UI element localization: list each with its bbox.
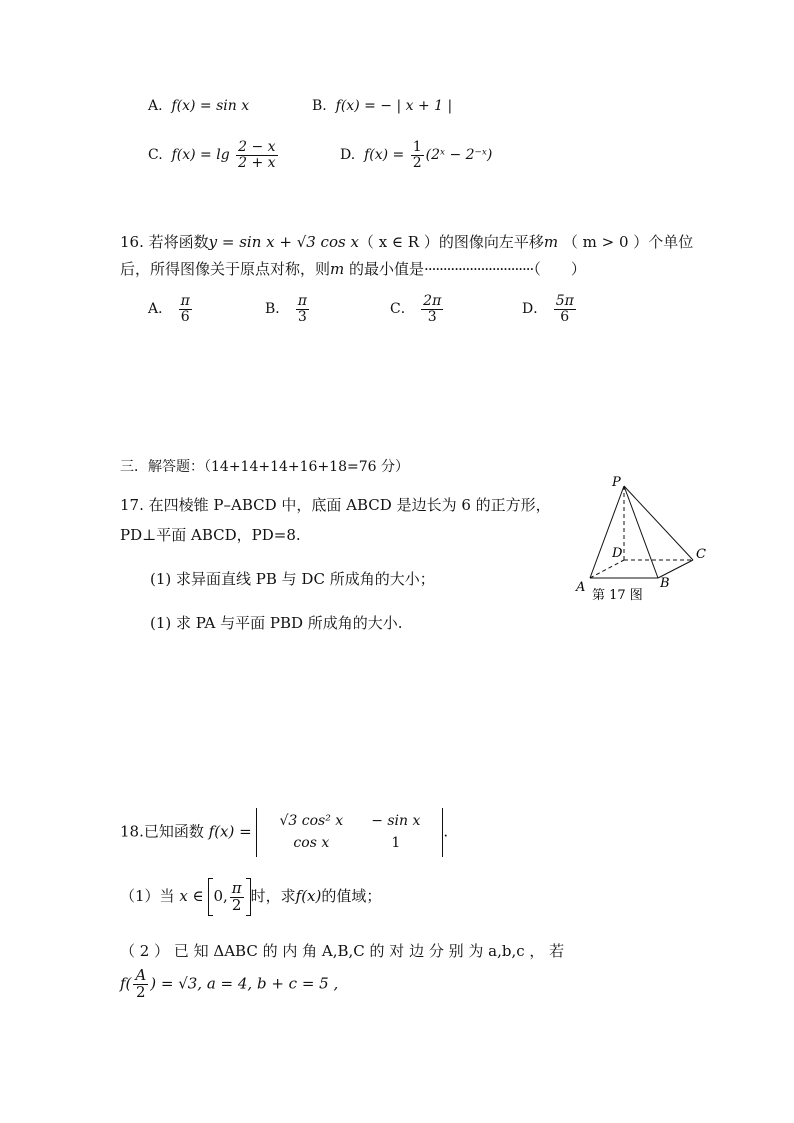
- label-p: P: [612, 475, 621, 490]
- fraction: [411, 140, 424, 170]
- numerator: 2 − x: [238, 139, 276, 155]
- fraction: [179, 294, 192, 324]
- denominator: 6: [560, 308, 570, 325]
- label-c: C: [696, 547, 706, 562]
- variable-m: m: [543, 233, 559, 251]
- q17-line1: 17. 在四棱锥 P–ABCD 中，底面 ABCD 是边长为 6 的正方形，: [120, 496, 551, 514]
- q16-option-a: [148, 294, 194, 324]
- option-label: C．: [390, 301, 415, 318]
- numerator: π: [231, 878, 242, 897]
- question-text: 时，求: [250, 887, 296, 905]
- q18-sub2-line2: [120, 968, 338, 1001]
- option-label: D．: [522, 301, 548, 318]
- numerator: 2π: [423, 293, 442, 309]
- question-text: （1）当: [120, 887, 175, 905]
- option-label: A.: [148, 98, 163, 114]
- denominator: 2: [136, 982, 146, 1001]
- fraction: [554, 294, 576, 324]
- question-text: 的值域；: [321, 887, 382, 905]
- q15-option-a: [148, 98, 249, 114]
- numerator: π: [180, 293, 190, 309]
- matrix-cell: 1: [391, 835, 401, 852]
- fraction: [230, 878, 244, 914]
- numerator: π: [297, 293, 307, 309]
- option-label: B．: [265, 301, 290, 318]
- edge-pc: [624, 486, 693, 560]
- option-label: C.: [148, 147, 163, 164]
- matrix-cell: − sin x: [371, 813, 421, 829]
- question-text: 的最小值是: [349, 260, 425, 278]
- pyramid-figure: [570, 470, 720, 610]
- q16-option-b: [265, 294, 311, 324]
- option-formula: f(x) = sin x: [171, 98, 250, 114]
- denominator: 3: [297, 308, 307, 325]
- function-name: f(x): [295, 887, 322, 905]
- variable-x: x ∈: [179, 887, 204, 905]
- function-name: f(: [120, 974, 132, 993]
- denominator: 6: [180, 308, 190, 325]
- determinant: [256, 808, 443, 857]
- edge-pa: [590, 486, 624, 578]
- denominator: 2: [412, 154, 422, 171]
- option-formula: f(x) = − | x + 1 |: [335, 98, 453, 114]
- q15-option-c: [148, 140, 280, 170]
- numerator: 1: [412, 139, 422, 155]
- edge-ad: [590, 560, 624, 578]
- label-d: D: [612, 546, 623, 561]
- numerator: A: [135, 966, 147, 984]
- function-name: f(x) =: [208, 822, 252, 841]
- fraction: [296, 294, 309, 324]
- denominator: 2 + x: [238, 154, 276, 171]
- q18-sub2-line1: （ 2 ） 已 知 ΔABC 的 内 角 A,B,C 的 对 边 分 别 为 a,b,c ， 若: [120, 942, 565, 960]
- condition-formula: ) = √3, a = 4, b + c = 5 ,: [150, 974, 339, 993]
- q17-sub2: (1) 求 PA 与平面 PBD 所成角的大小.: [150, 614, 403, 632]
- matrix-cell: √3 cos² x: [279, 813, 344, 829]
- question-formula: y = sin x + √3 cos x: [208, 233, 359, 251]
- fraction: [421, 294, 443, 324]
- question-text: 18.已知函数: [120, 822, 204, 841]
- variable-m: m: [330, 260, 345, 278]
- q17-sub1: (1) 求异面直线 PB 与 DC 所成角的大小；: [150, 570, 435, 588]
- q16-line1: [120, 231, 693, 252]
- option-label: D.: [340, 147, 356, 164]
- option-formula: f(x) = lg: [171, 147, 230, 164]
- leader-dots: ·····························: [424, 260, 534, 278]
- section-title: 三．解答题：（14+14+14+16+18=76 分）: [120, 459, 409, 475]
- edge-pb: [624, 486, 658, 578]
- q16-option-d: [522, 294, 578, 324]
- label-b: B: [660, 576, 670, 591]
- question-text: 后，所得图像关于原点对称，则: [120, 260, 331, 278]
- interval-start: 0,: [213, 887, 228, 905]
- question-text: （ m > 0 ）个单位: [562, 233, 694, 251]
- option-formula-suffix: (2ˣ − 2⁻ˣ): [425, 147, 493, 164]
- denominator: 2: [231, 895, 242, 914]
- numerator: 5π: [555, 293, 574, 309]
- q18-definition: [120, 808, 448, 857]
- answer-paren: （ ）: [533, 260, 586, 278]
- option-formula: f(x) =: [364, 147, 405, 164]
- figure-caption: 第 17 图: [592, 588, 643, 603]
- period: .: [443, 822, 449, 841]
- question-text: （ x ∈ R ）的图像向左平移: [358, 233, 544, 251]
- label-a: A: [576, 580, 586, 595]
- option-label: A．: [148, 301, 173, 318]
- denominator: 3: [427, 308, 437, 325]
- option-label: B.: [312, 98, 327, 114]
- matrix-cell: cos x: [293, 835, 330, 852]
- q16-line2: [120, 258, 586, 279]
- q15-option-d: [340, 140, 492, 170]
- q18-sub1: [120, 878, 381, 916]
- question-text: 16. 若将函数: [120, 233, 209, 251]
- q17-line2: PD⊥平面 ABCD，PD=8.: [120, 526, 301, 544]
- fraction: [236, 140, 277, 170]
- q15-option-b: [312, 98, 452, 114]
- fraction: [133, 968, 148, 1001]
- q16-option-c: [390, 294, 445, 324]
